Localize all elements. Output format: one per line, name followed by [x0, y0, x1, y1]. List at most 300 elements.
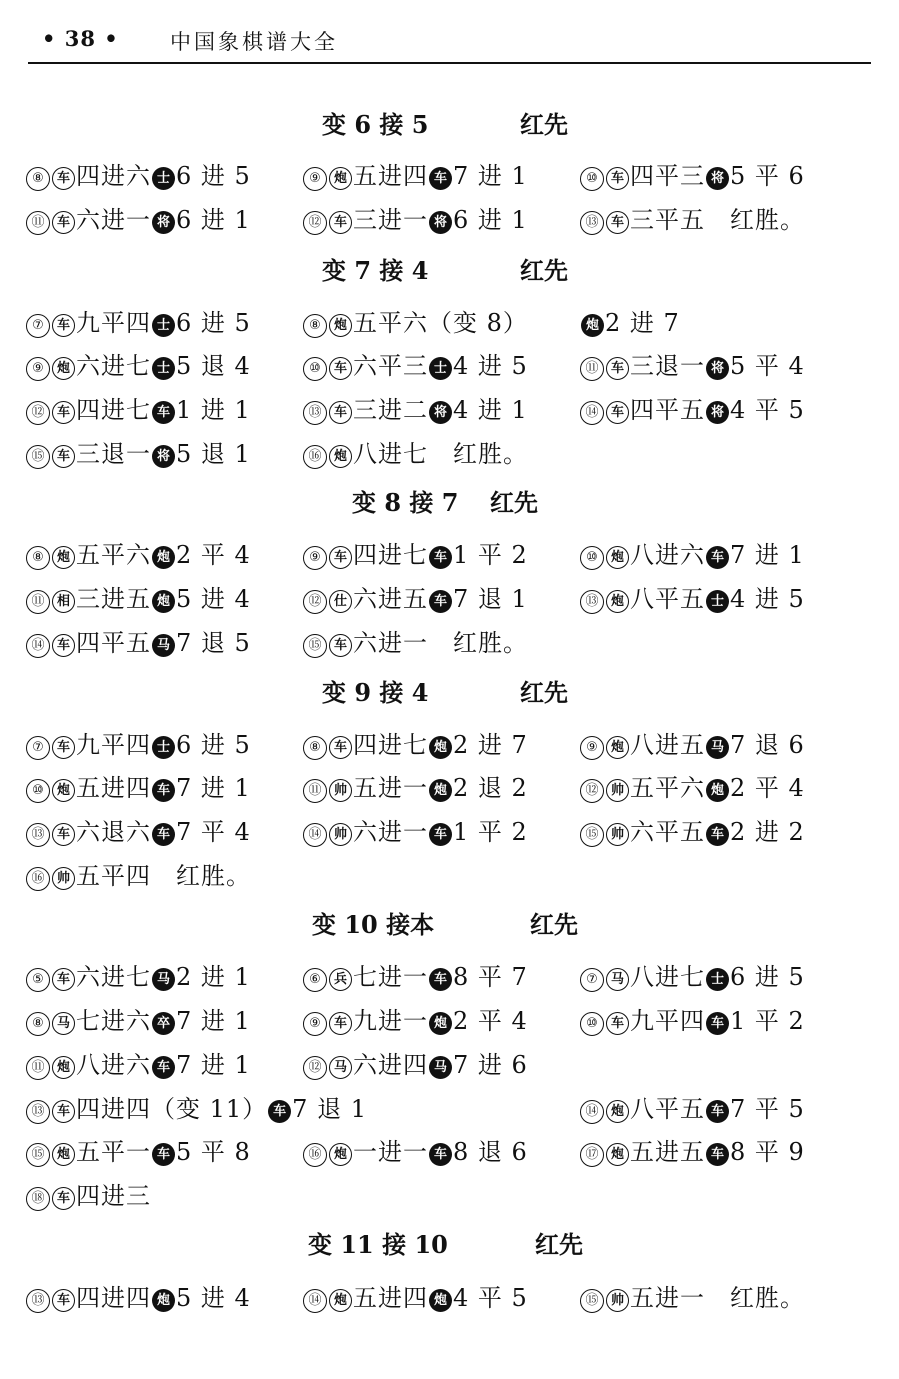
move-entry	[26, 346, 251, 381]
red-piece-icon: 车	[52, 314, 75, 337]
move-number: ⑨	[303, 1012, 327, 1036]
red-piece-icon: 炮	[52, 779, 75, 802]
red-piece-icon: 车	[52, 736, 75, 759]
red-move-text: 三进五	[76, 585, 151, 613]
red-move-text: 五进四	[353, 162, 428, 190]
red-piece-icon: 车	[329, 736, 352, 759]
move-number: ⑯	[303, 445, 327, 469]
black-move-text: 6 进 5	[730, 963, 805, 991]
move-entry	[303, 1278, 528, 1313]
black-move-text: 6 进 5	[176, 162, 251, 190]
red-piece-icon: 车	[52, 211, 75, 234]
black-piece-icon: 炮	[152, 590, 175, 613]
black-move-text: 2 进 2	[730, 818, 805, 846]
move-entry	[303, 725, 528, 760]
red-piece-icon: 马	[329, 1056, 352, 1079]
red-move-text: 四进六	[76, 162, 151, 190]
red-piece-icon: 炮	[606, 546, 629, 569]
move-number: ⑧	[26, 167, 50, 191]
move-entry	[26, 434, 251, 469]
black-piece-icon: 将	[706, 167, 729, 190]
black-piece-icon: 车	[706, 823, 729, 846]
black-move-text: 7 进 6	[453, 1051, 528, 1079]
move-entry	[580, 579, 805, 614]
first-move-label: 红先	[520, 256, 568, 285]
move-entry	[580, 1278, 805, 1313]
move-number: ⑪	[580, 357, 604, 381]
red-piece-icon: 车	[52, 1100, 75, 1123]
red-move-text: 八进六	[630, 541, 705, 569]
red-piece-icon: 车	[606, 1012, 629, 1035]
move-entry	[26, 812, 251, 847]
black-move-text: 4 进 5	[730, 585, 805, 613]
move-entry	[26, 1278, 251, 1313]
move-number: ⑩	[580, 1012, 604, 1036]
red-move-text: 六进七	[76, 352, 151, 380]
move-number: ⑮	[26, 445, 50, 469]
move-entry	[303, 535, 528, 570]
move-entry	[580, 725, 805, 760]
move-number: ⑪	[26, 211, 50, 235]
black-piece-icon: 车	[152, 1143, 175, 1166]
red-piece-icon: 炮	[52, 1143, 75, 1166]
red-move-text: 八平五	[630, 1095, 705, 1123]
red-move-text: 四进七	[353, 731, 428, 759]
black-piece-icon: 车	[429, 823, 452, 846]
move-entry	[580, 1132, 805, 1167]
black-piece-icon: 将	[152, 211, 175, 234]
first-move-label: 红先	[520, 678, 568, 707]
red-move-text: 五平一	[76, 1138, 151, 1166]
red-move-text: 八进六	[76, 1051, 151, 1079]
move-entry	[26, 623, 251, 658]
red-move-text: 八进五	[630, 731, 705, 759]
black-piece-icon: 将	[706, 401, 729, 424]
black-move-text: 8 平 9	[730, 1138, 805, 1166]
move-entry	[580, 200, 805, 235]
black-move-text: 4 平 5	[730, 396, 805, 424]
move-entry	[26, 768, 251, 803]
black-move-text: 1 进 1	[176, 396, 251, 424]
black-move-text: 5 平 4	[730, 352, 805, 380]
variation-label: 变 8 接 7	[352, 488, 459, 517]
first-move-label: 红先	[520, 110, 568, 139]
red-piece-icon: 车	[52, 634, 75, 657]
black-piece-icon: 卒	[152, 1012, 175, 1035]
red-piece-icon: 车	[606, 401, 629, 424]
move-number: ⑭	[26, 634, 50, 658]
move-entry	[26, 303, 251, 338]
move-number: ⑫	[303, 590, 327, 614]
black-move-text: 7 退 1	[453, 585, 528, 613]
black-piece-icon: 车	[429, 167, 452, 190]
move-number: ⑨	[580, 736, 604, 760]
move-entry	[303, 768, 528, 803]
black-piece-icon: 炮	[429, 1289, 452, 1312]
red-piece-icon: 炮	[606, 590, 629, 613]
move-entry	[303, 303, 528, 338]
black-move-text: 7 平 4	[176, 818, 251, 846]
move-entry	[303, 623, 528, 658]
move-entry	[303, 1132, 528, 1167]
red-move-text: 四平三	[630, 162, 705, 190]
move-number: ⑦	[26, 736, 50, 760]
black-piece-icon: 马	[152, 634, 175, 657]
black-move-text: 6 进 1	[453, 206, 528, 234]
red-piece-icon: 炮	[329, 445, 352, 468]
black-move-text: 5 进 4	[176, 585, 251, 613]
black-piece-icon: 将	[706, 357, 729, 380]
move-number: ⑭	[303, 823, 327, 847]
move-entry	[580, 156, 805, 191]
move-entry	[26, 156, 251, 191]
black-piece-icon: 车	[429, 546, 452, 569]
black-move-text: 2 平 4	[176, 541, 251, 569]
move-number: ⑫	[580, 779, 604, 803]
red-move-text: 三退一	[76, 440, 151, 468]
move-number: ⑬	[26, 823, 50, 847]
move-number: ⑨	[303, 546, 327, 570]
black-piece-icon: 将	[152, 445, 175, 468]
red-piece-icon: 帅	[329, 779, 352, 802]
red-move-text: 九平四	[76, 309, 151, 337]
red-piece-icon: 炮	[52, 357, 75, 380]
black-move-text: 2 进 7	[605, 309, 680, 337]
red-piece-icon: 车	[52, 968, 75, 991]
move-number: ⑬	[303, 401, 327, 425]
black-move-text: 6 进 5	[176, 309, 251, 337]
black-move-text: 1 平 2	[453, 818, 528, 846]
red-move-text: 八进七	[630, 963, 705, 991]
red-move-text: 五进五	[630, 1138, 705, 1166]
black-move-text: 2 进 7	[453, 731, 528, 759]
black-piece-icon: 士	[152, 357, 175, 380]
move-entry	[303, 200, 528, 235]
variation-label: 变 11 接 10	[308, 1230, 448, 1259]
black-piece-icon: 车	[706, 1143, 729, 1166]
red-move-text: 三进二	[353, 396, 428, 424]
red-piece-icon: 车	[52, 167, 75, 190]
black-move-text: 6 进 5	[176, 731, 251, 759]
move-entry	[303, 1045, 528, 1080]
red-move-text: 五平六（变 8）	[353, 309, 528, 337]
move-number: ⑧	[303, 314, 327, 338]
move-entry	[580, 812, 805, 847]
red-piece-icon: 帅	[52, 867, 75, 890]
move-number: ⑮	[303, 634, 327, 658]
red-piece-icon: 马	[52, 1012, 75, 1035]
move-entry	[580, 1001, 805, 1036]
move-number: ⑩	[26, 779, 50, 803]
red-piece-icon: 车	[52, 445, 75, 468]
red-move-text: 四进四（变 11）	[76, 1095, 268, 1123]
red-move-text: 四平五	[630, 396, 705, 424]
red-piece-icon: 帅	[606, 1289, 629, 1312]
red-piece-icon: 仕	[329, 590, 352, 613]
black-move-text: 5 平 8	[176, 1138, 251, 1166]
move-entry	[26, 1176, 151, 1211]
move-entry	[26, 579, 251, 614]
red-move-text: 六进一	[76, 206, 151, 234]
red-move-text: 五进四	[353, 1284, 428, 1312]
black-move-text: 7 进 1	[176, 1007, 251, 1035]
move-number: ⑭	[303, 1289, 327, 1313]
move-number: ⑮	[26, 1143, 50, 1167]
red-move-text: 六进一	[353, 818, 428, 846]
red-move-text: 八进七 红胜。	[353, 440, 528, 468]
black-piece-icon: 士	[152, 736, 175, 759]
move-number: ⑪	[26, 590, 50, 614]
black-move-text: 2 平 4	[730, 774, 805, 802]
red-move-text: 四进七	[76, 396, 151, 424]
red-move-text: 五进一 红胜。	[630, 1284, 805, 1312]
black-piece-icon: 车	[429, 1143, 452, 1166]
red-move-text: 六进七	[76, 963, 151, 991]
black-piece-icon: 马	[706, 736, 729, 759]
variation-label: 变 7 接 4	[322, 256, 429, 285]
red-move-text: 五平六	[76, 541, 151, 569]
black-move-text: 4 平 5	[453, 1284, 528, 1312]
black-piece-icon: 炮	[152, 1289, 175, 1312]
move-number: ⑬	[580, 211, 604, 235]
move-number: ⑥	[303, 968, 327, 992]
red-piece-icon: 车	[52, 1289, 75, 1312]
black-piece-icon: 车	[706, 1100, 729, 1123]
black-move-text: 7 进 1	[176, 1051, 251, 1079]
black-piece-icon: 士	[706, 968, 729, 991]
move-number: ⑯	[303, 1143, 327, 1167]
red-move-text: 五平六	[630, 774, 705, 802]
red-piece-icon: 帅	[606, 779, 629, 802]
red-piece-icon: 车	[606, 167, 629, 190]
red-piece-icon: 炮	[606, 1100, 629, 1123]
red-move-text: 六退六	[76, 818, 151, 846]
move-entry	[580, 768, 805, 803]
move-entry	[580, 390, 805, 425]
black-move-text: 6 进 1	[176, 206, 251, 234]
variation-label: 变 6 接 5	[322, 110, 429, 139]
red-move-text: 三平五 红胜。	[630, 206, 805, 234]
move-number: ⑦	[26, 314, 50, 338]
red-move-text: 九平四	[76, 731, 151, 759]
move-entry	[26, 1132, 251, 1167]
black-move-text: 2 进 1	[176, 963, 251, 991]
move-entry	[580, 1089, 805, 1124]
move-number: ⑩	[580, 167, 604, 191]
first-move-label: 红先	[530, 910, 578, 939]
move-number: ⑬	[580, 590, 604, 614]
move-number: ⑬	[26, 1100, 50, 1124]
black-piece-icon: 士	[706, 590, 729, 613]
move-number: ⑩	[303, 357, 327, 381]
move-entry	[26, 957, 251, 992]
red-move-text: 九平四	[630, 1007, 705, 1035]
red-piece-icon: 车	[606, 211, 629, 234]
black-move-text: 1 平 2	[453, 541, 528, 569]
move-entry	[580, 303, 680, 338]
move-number: ⑤	[26, 968, 50, 992]
red-piece-icon: 车	[52, 401, 75, 424]
red-move-text: 五进四	[76, 774, 151, 802]
red-piece-icon: 车	[52, 1187, 75, 1210]
move-entry	[580, 957, 805, 992]
red-move-text: 八平五	[630, 585, 705, 613]
red-piece-icon: 车	[329, 634, 352, 657]
move-number: ⑧	[303, 736, 327, 760]
red-piece-icon: 车	[329, 211, 352, 234]
move-entry	[580, 346, 805, 381]
first-move-label: 红先	[535, 1230, 583, 1259]
black-piece-icon: 车	[706, 1012, 729, 1035]
black-piece-icon: 车	[152, 401, 175, 424]
first-move-label: 红先	[490, 488, 538, 517]
variation-label: 变 9 接 4	[322, 678, 429, 707]
red-move-text: 三进一	[353, 206, 428, 234]
black-piece-icon: 士	[429, 357, 452, 380]
move-number: ⑭	[580, 1100, 604, 1124]
black-piece-icon: 车	[429, 590, 452, 613]
black-move-text: 5 退 1	[176, 440, 251, 468]
move-number: ⑧	[26, 1012, 50, 1036]
red-move-text: 四进七	[353, 541, 428, 569]
black-piece-icon: 将	[429, 401, 452, 424]
black-piece-icon: 炮	[429, 1012, 452, 1035]
black-move-text: 5 退 4	[176, 352, 251, 380]
black-move-text: 7 进 1	[453, 162, 528, 190]
move-entry	[303, 390, 528, 425]
red-piece-icon: 帅	[329, 823, 352, 846]
red-move-text: 三退一	[630, 352, 705, 380]
red-piece-icon: 车	[329, 546, 352, 569]
black-move-text: 7 进 1	[730, 541, 805, 569]
move-entry	[303, 957, 528, 992]
move-number: ⑩	[580, 546, 604, 570]
black-piece-icon: 炮	[429, 736, 452, 759]
red-piece-icon: 炮	[329, 1289, 352, 1312]
red-move-text: 四平五	[76, 629, 151, 657]
move-number: ⑫	[26, 401, 50, 425]
move-number: ⑨	[303, 167, 327, 191]
black-piece-icon: 车	[706, 546, 729, 569]
red-move-text: 七进一	[353, 963, 428, 991]
red-piece-icon: 车	[329, 357, 352, 380]
move-entry	[26, 1001, 251, 1036]
red-move-text: 六进四	[353, 1051, 428, 1079]
black-piece-icon: 马	[429, 1056, 452, 1079]
move-number: ⑦	[580, 968, 604, 992]
black-move-text: 4 进 5	[453, 352, 528, 380]
black-piece-icon: 士	[152, 314, 175, 337]
red-piece-icon: 炮	[329, 1143, 352, 1166]
red-piece-icon: 炮	[329, 314, 352, 337]
move-number: ⑭	[580, 401, 604, 425]
red-move-text: 四进三	[76, 1182, 151, 1210]
move-entry	[26, 535, 251, 570]
black-move-text: 7 退 1	[292, 1095, 367, 1123]
move-entry	[303, 1001, 528, 1036]
black-piece-icon: 马	[152, 968, 175, 991]
red-move-text: 四进四	[76, 1284, 151, 1312]
move-entry	[26, 1089, 367, 1124]
black-move-text: 8 平 7	[453, 963, 528, 991]
red-move-text: 六平五	[630, 818, 705, 846]
move-number: ⑬	[26, 1289, 50, 1313]
black-piece-icon: 炮	[581, 314, 604, 337]
black-move-text: 7 退 6	[730, 731, 805, 759]
red-piece-icon: 炮	[606, 1143, 629, 1166]
red-piece-icon: 炮	[52, 1056, 75, 1079]
red-move-text: 六进五	[353, 585, 428, 613]
move-number: ⑮	[580, 823, 604, 847]
move-entry	[303, 579, 528, 614]
black-move-text: 2 平 4	[453, 1007, 528, 1035]
move-number: ⑪	[26, 1056, 50, 1080]
red-move-text: 六平三	[353, 352, 428, 380]
black-piece-icon: 车	[152, 1056, 175, 1079]
red-piece-icon: 车	[329, 1012, 352, 1035]
move-entry	[26, 390, 251, 425]
move-entry	[26, 200, 251, 235]
move-entry	[26, 1045, 251, 1080]
move-number: ⑮	[580, 1289, 604, 1313]
move-entry	[26, 856, 251, 891]
black-move-text: 7 退 5	[176, 629, 251, 657]
red-move-text: 六进一 红胜。	[353, 629, 528, 657]
black-move-text: 2 退 2	[453, 774, 528, 802]
move-number: ⑪	[303, 779, 327, 803]
page-number: • 38 •	[42, 26, 119, 51]
black-piece-icon: 车	[268, 1100, 291, 1123]
page-header	[28, 22, 871, 64]
red-move-text: 七进六	[76, 1007, 151, 1035]
black-move-text: 1 平 2	[730, 1007, 805, 1035]
black-piece-icon: 将	[429, 211, 452, 234]
black-piece-icon: 炮	[706, 779, 729, 802]
move-entry	[303, 434, 528, 469]
red-piece-icon: 兵	[329, 968, 352, 991]
move-number: ⑯	[26, 867, 50, 891]
black-piece-icon: 士	[152, 167, 175, 190]
black-piece-icon: 车	[152, 779, 175, 802]
move-entry	[303, 346, 528, 381]
move-number: ⑱	[26, 1187, 50, 1211]
black-move-text: 7 平 5	[730, 1095, 805, 1123]
red-piece-icon: 炮	[52, 546, 75, 569]
red-move-text: 五平四 红胜。	[76, 862, 251, 890]
black-piece-icon: 炮	[152, 546, 175, 569]
red-move-text: 一进一	[353, 1138, 428, 1166]
red-piece-icon: 炮	[329, 167, 352, 190]
red-move-text: 五进一	[353, 774, 428, 802]
move-entry	[580, 535, 805, 570]
red-piece-icon: 炮	[606, 736, 629, 759]
black-piece-icon: 车	[152, 823, 175, 846]
red-piece-icon: 帅	[606, 823, 629, 846]
black-move-text: 8 退 6	[453, 1138, 528, 1166]
move-entry	[303, 156, 528, 191]
black-piece-icon: 炮	[429, 779, 452, 802]
red-piece-icon: 车	[329, 401, 352, 424]
move-entry	[303, 812, 528, 847]
black-move-text: 5 平 6	[730, 162, 805, 190]
black-move-text: 7 进 1	[176, 774, 251, 802]
black-piece-icon: 车	[429, 968, 452, 991]
red-piece-icon: 马	[606, 968, 629, 991]
black-move-text: 5 进 4	[176, 1284, 251, 1312]
move-number: ⑫	[303, 211, 327, 235]
red-piece-icon: 车	[52, 823, 75, 846]
red-piece-icon: 相	[52, 590, 75, 613]
